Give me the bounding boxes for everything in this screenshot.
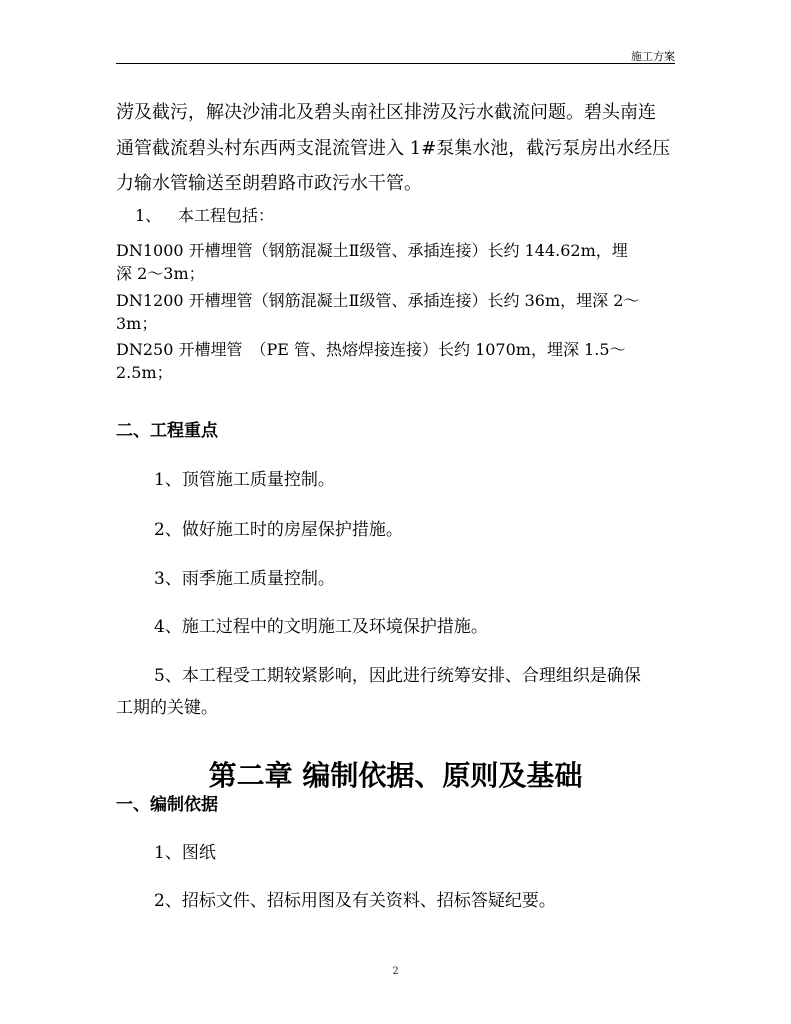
list-item: 4、施工过程中的文明施工及环境保护措施。 [154, 617, 488, 637]
intro-line: 力输水管输送至朗碧路市政污水干管。 [116, 173, 422, 194]
intro-line: 涝及截污，解决沙浦北及碧头南社区排涝及污水截流问题。碧头南连 [116, 102, 656, 123]
scope-line: DN1000 开槽埋管（钢筋混凝土Ⅱ级管、承插连接）长约 144.62m，埋 [116, 241, 628, 260]
section-heading: 一、编制依据 [116, 795, 218, 815]
page-number: 2 [392, 966, 399, 977]
scope-line: 2.5m； [116, 363, 173, 382]
list-item: 3、雨季施工质量控制。 [154, 569, 335, 589]
intro-line: 通管截流碧头村东西两支混流管进入 1#泵集水池，截污泵房出水经压 [116, 138, 671, 159]
list-item-continuation: 工期的关键。 [116, 698, 218, 718]
header-title: 施工方案 [631, 50, 675, 63]
scope-line: DN250 开槽埋管 （PE 管、热熔焊接连接）长约 1070m，埋深 1.5～ [116, 340, 626, 359]
section-heading: 二、工程重点 [116, 421, 218, 441]
list-item: 2、招标文件、招标用图及有关资料、招标答疑纪要。 [154, 891, 556, 911]
list-item: 5、本工程受工期较紧影响，因此进行统筹安排、合理组织是确保 [154, 666, 641, 686]
scope-line: 深 2～3m； [116, 264, 205, 283]
scope-line: DN1200 开槽埋管（钢筋混凝土Ⅱ级管、承插连接）长约 36m，埋深 2～ [116, 291, 640, 310]
chapter-title: 第二章 编制依据、原则及基础 [208, 759, 583, 792]
scope-label: 本工程包括： [178, 206, 275, 225]
header-rule [116, 63, 675, 64]
list-item: 2、做好施工时的房屋保护措施。 [154, 520, 403, 540]
list-item: 1、图纸 [154, 843, 216, 863]
list-item: 1、顶管施工质量控制。 [154, 470, 335, 490]
scope-line: 3m； [116, 314, 158, 333]
scope-number: 1、 [135, 206, 162, 225]
